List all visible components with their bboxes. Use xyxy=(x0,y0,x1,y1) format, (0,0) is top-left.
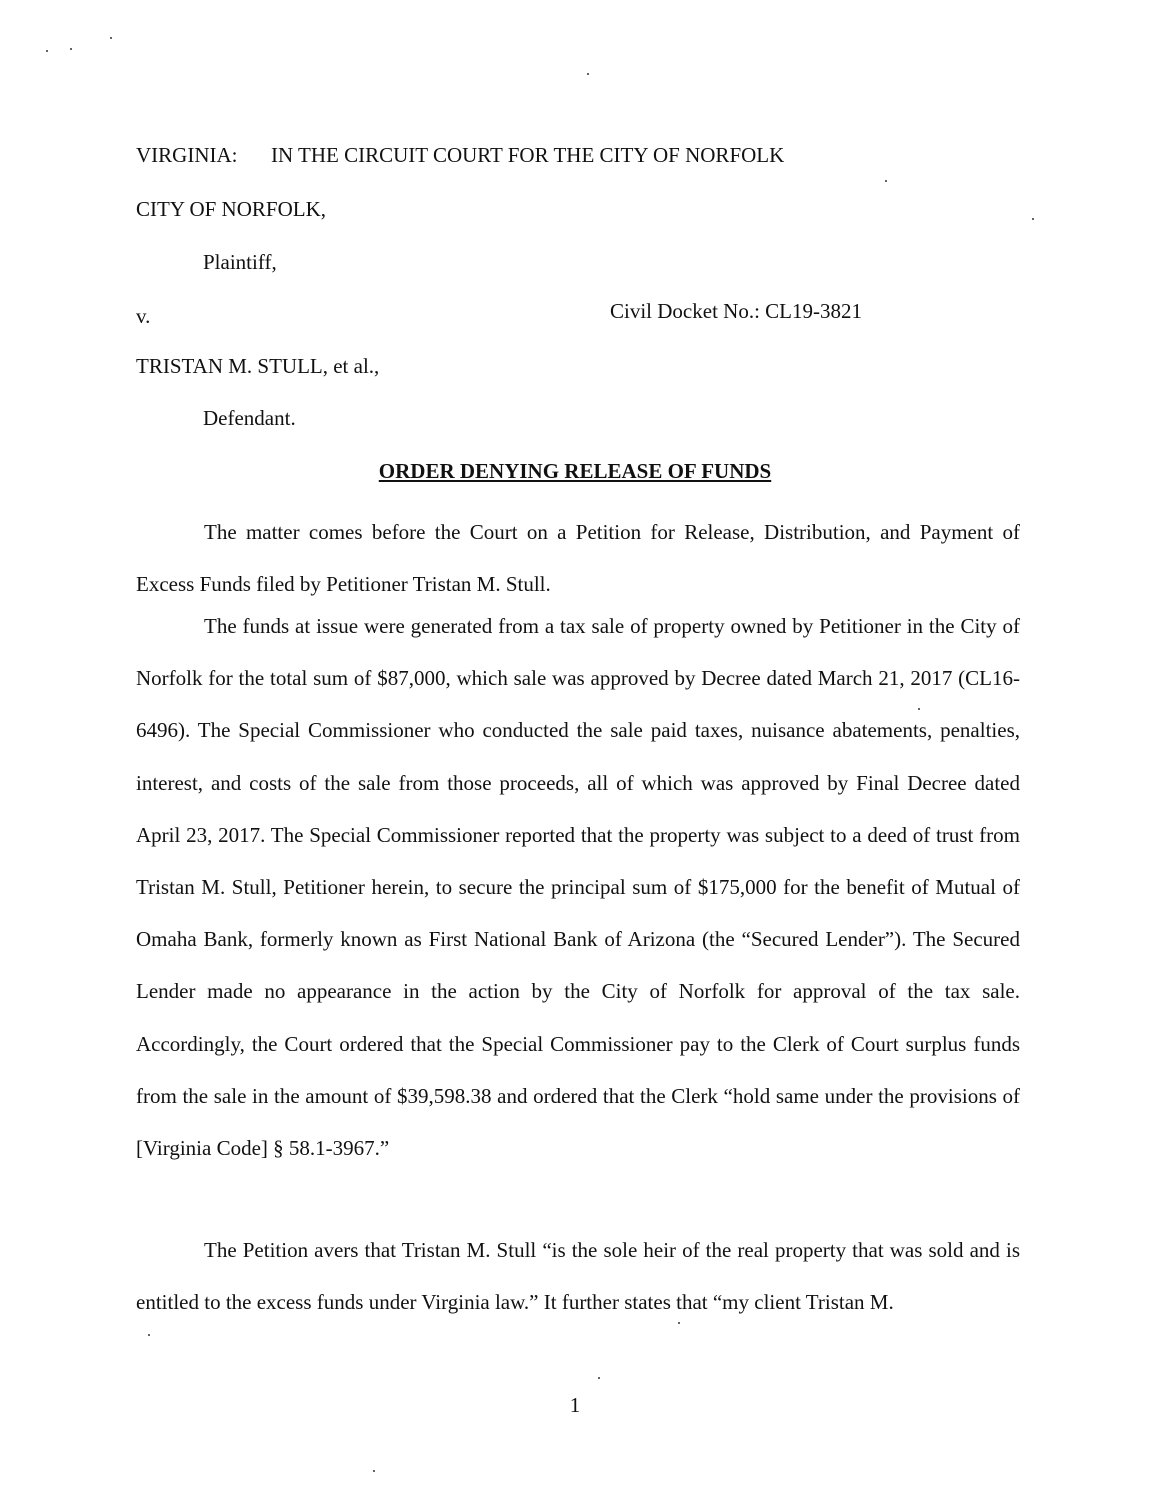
scan-speck xyxy=(587,73,589,75)
paragraph-petition: The Petition avers that Tristan M. Stull “is the sole heir of the real property that was sold and is entitled to the excess funds under Virginia law.” It further states that “my client Tristan M. xyxy=(136,1238,1020,1315)
scan-speck xyxy=(46,50,48,52)
scan-speck xyxy=(1032,218,1034,220)
scan-speck xyxy=(148,1334,150,1336)
page-number: 1 xyxy=(569,1393,581,1417)
court-heading xyxy=(136,142,784,168)
order-title: ORDER DENYING RELEASE OF FUNDS xyxy=(378,459,772,483)
paragraph-funds: The funds at issue were generated from a tax sale of property owned by Petitioner in the City of Norfolk for the total sum of $87,000, which sale was approved by Decree dated March 21, 2017 (CL16-6496). The Special Commissioner who conducted the sale paid taxes, nuisance abatements, penalties, interest, and costs of the sale from those proceeds, all of which was approved by Final Decree dated April 23, 2017. The Special Commissioner reported that the property was subject to a deed of trust from Tristan M. Stull, Petitioner herein, to secure the principal sum of $175,000 for the benefit of Mutual of Omaha Bank, formerly known as First National Bank of Arizona (the “Secured Lender”). The Secured Lender made no appearance in the action by the City of Norfolk for approval of the tax sale. Accordingly, the Court ordered that the Special Commissioner pay to the Clerk of Court surplus funds from the sale in the amount of $39,598.38 and ordered that the Clerk “hold same under the provisions of [Virginia Code] § 58.1-3967.” xyxy=(136,614,1020,1161)
defendant-name: TRISTAN M. STULL, et al., xyxy=(136,354,380,378)
scan-speck xyxy=(885,180,887,182)
docket-number: Civil Docket No.: CL19-3821 xyxy=(610,299,862,323)
court-name: IN THE CIRCUIT COURT FOR THE CITY OF NORFOLK xyxy=(271,143,785,167)
scan-speck xyxy=(598,1377,600,1379)
plaintiff-name: CITY OF NORFOLK, xyxy=(136,197,326,221)
scan-speck xyxy=(373,1470,375,1472)
versus-label: v. xyxy=(136,304,151,328)
scan-speck xyxy=(70,48,72,50)
plaintiff-role: Plaintiff, xyxy=(203,250,277,274)
defendant-role: Defendant. xyxy=(203,406,296,430)
jurisdiction-label: VIRGINIA: xyxy=(136,143,238,167)
scan-speck xyxy=(110,37,112,39)
scan-speck xyxy=(918,708,920,710)
paragraph-intro: The matter comes before the Court on a Petition for Release, Distribution, and Payment of Excess Funds filed by Petitioner Tristan M. Stull. xyxy=(136,520,1020,597)
scan-speck xyxy=(678,1322,680,1324)
